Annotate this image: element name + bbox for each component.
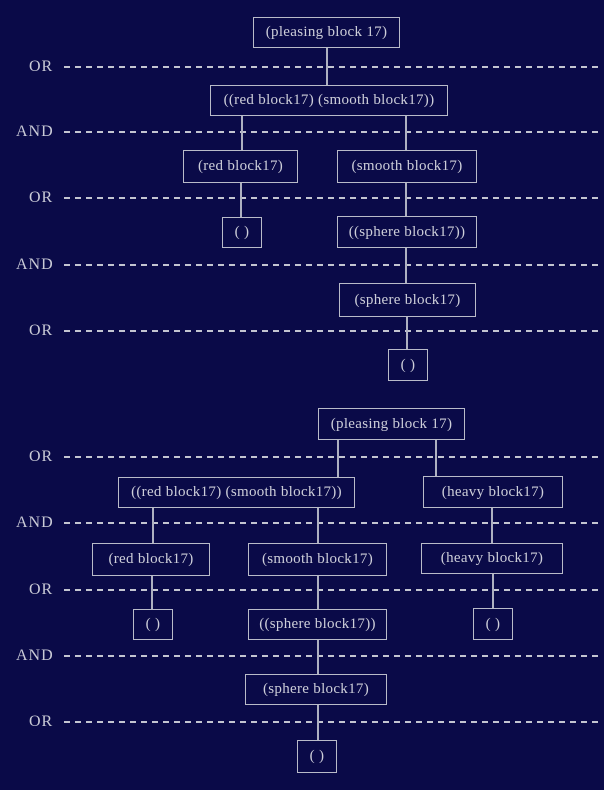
node-red-smooth-conj: ((red block17) (smooth block17)) [118,477,355,508]
connector-line [240,183,242,218]
node-sphere-conj: ((sphere block17)) [337,216,477,248]
node-empty-leaf: ( ) [297,740,337,773]
node-smooth: (smooth block17) [248,543,387,576]
connector-line [317,705,319,741]
node-sphere: (sphere block17) [339,283,476,317]
level-label-or: OR [29,189,54,206]
divider-line-and-2 [64,264,601,266]
node-pleasing-root: (pleasing block 17) [253,17,400,48]
level-label-and: AND [16,256,54,273]
connector-line [317,576,319,610]
divider-line-and-3 [64,522,601,524]
node-sphere: (sphere block17) [245,674,387,705]
node-smooth: (smooth block17) [337,150,477,183]
node-empty-leaf: ( ) [133,609,173,640]
connector-line [491,508,493,544]
connector-line [435,440,437,477]
connector-line [317,508,319,544]
connector-line [151,576,153,610]
level-label-and: AND [16,123,54,140]
node-empty-leaf: ( ) [222,217,262,248]
divider-line-or-3 [64,330,601,332]
node-pleasing-root: (pleasing block 17) [318,408,465,440]
level-label-and: AND [16,514,54,531]
level-label-or: OR [29,713,54,730]
connector-line [152,508,154,544]
divider-line-or-6 [64,721,601,723]
connector-line [326,48,328,86]
divider-line-or-2 [64,197,601,199]
connector-line [405,116,407,151]
level-label-or: OR [29,322,54,339]
connector-line [492,574,494,609]
divider-line-or-4 [64,456,601,458]
divider-line-and-1 [64,131,601,133]
level-label-or: OR [29,448,54,465]
node-red: (red block17) [183,150,298,183]
node-empty-leaf: ( ) [388,349,428,381]
node-red: (red block17) [92,543,210,576]
divider-line-or-1 [64,66,601,68]
node-sphere-conj: ((sphere block17)) [248,609,387,640]
node-empty-leaf: ( ) [473,608,513,640]
divider-line-and-4 [64,655,601,657]
connector-line [337,440,339,478]
divider-line-or-5 [64,589,601,591]
connector-line [405,248,407,284]
level-label-and: AND [16,647,54,664]
connector-line [405,183,407,217]
connector-line [406,317,408,350]
node-heavy-upper: (heavy block17) [423,476,563,508]
level-label-or: OR [29,58,54,75]
connector-line [241,116,243,151]
level-label-or: OR [29,581,54,598]
node-red-smooth-conj: ((red block17) (smooth block17)) [210,85,448,116]
node-heavy-lower: (heavy block17) [421,543,563,574]
connector-line [317,640,319,675]
